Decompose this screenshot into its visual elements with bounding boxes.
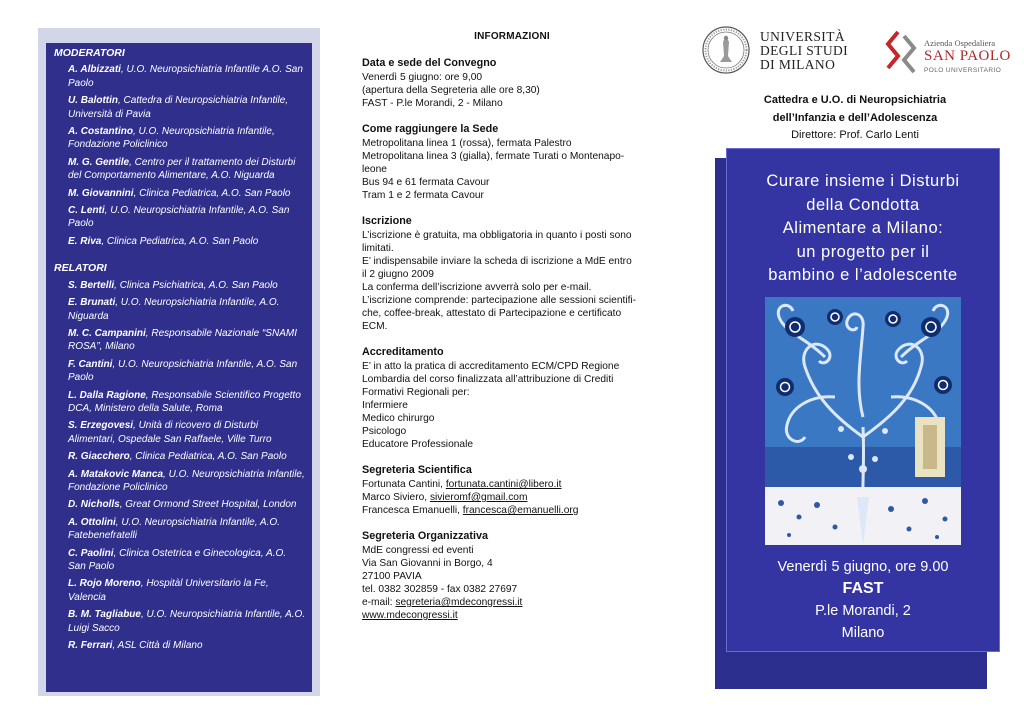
speaker-name: R. Ferrari: [68, 640, 113, 652]
department-line: Cattedra e U.O. di Neuropsichiatria: [763, 94, 947, 106]
email-link[interactable]: francesca@emanuelli.org: [462, 505, 579, 516]
universita-milano-logo: [702, 26, 852, 78]
speakers-panel: [46, 43, 312, 692]
cover-event-details: [727, 556, 999, 644]
raggiungere-line: Bus 94 e 61 fermata Cavour: [362, 177, 490, 188]
universita-line: DI MILANO: [760, 57, 836, 72]
cover-title-line: Curare insieme i Disturbi: [766, 172, 960, 190]
san-paolo-small: Azienda Ospedaliera: [924, 38, 996, 48]
speaker-name: L. Rojo Moreno: [68, 578, 141, 590]
contact-row: [362, 491, 662, 504]
speaker-name: B. M. Tagliabue: [68, 609, 141, 621]
department-line: dell’Infanzia e dell’Adolescenza: [772, 111, 938, 124]
speaker-affiliation: , Cattedra di Neuropsichiatria Infantile, Università di Pavia: [68, 95, 289, 120]
speaker-entry: [54, 498, 306, 511]
org-line: Via San Giovanni in Borgo, 4: [362, 558, 493, 569]
cover-title-line: Alimentare a Milano:: [782, 219, 944, 237]
san-paolo-logo: [884, 30, 1014, 80]
universita-line: UNIVERSITÀ: [760, 29, 845, 44]
cover-card: [726, 148, 1000, 652]
speaker-entry: [54, 577, 306, 604]
moderatori-list: [54, 63, 306, 248]
raggiungere-title: Come raggiungere la Sede: [362, 123, 499, 135]
moderatori-title: MODERATORI: [54, 47, 125, 59]
san-paolo-name: SAN PAOLO: [924, 48, 1011, 64]
speaker-entry: [54, 358, 306, 385]
speaker-name: A. Ottolini: [68, 516, 116, 528]
speaker-name: M. Giovannini: [68, 187, 134, 199]
speaker-name: C. Lenti: [68, 205, 105, 217]
block-data-sede: [362, 57, 662, 110]
cover-subtitle-line: bambino e l’adolescente: [768, 266, 958, 284]
speaker-affiliation: , U.O. Neuropsichiatria Infantile, A.O. San Paolo: [68, 358, 298, 384]
speaker-entry: [54, 608, 306, 635]
speaker-affiliation: , Hospitàl Universitario la Fe, Valencia: [68, 578, 269, 603]
speaker-name: S. Bertelli: [68, 279, 115, 291]
raggiungere-line: Metropolitana linea 1 (rossa), fermata Palestro: [362, 138, 572, 149]
speaker-name: M. G. Gentile: [68, 156, 130, 168]
speaker-affiliation: , Clinica Pediatrica, A.O. San Paolo: [101, 235, 259, 247]
speaker-name: A. Costantino: [68, 126, 133, 138]
speaker-entry: [54, 547, 306, 574]
speaker-name: C. Paolini: [68, 547, 114, 559]
iscrizione-line: La conferma dell’iscrizione avverrà solo per e-mail.: [362, 282, 592, 293]
speaker-entry: [54, 125, 306, 152]
universita-name: [760, 30, 848, 72]
speaker-name: M. C. Campanini: [68, 327, 146, 339]
segreteria-scientifica-title: Segreteria Scientifica: [362, 464, 472, 476]
event-city: Milano: [841, 625, 885, 641]
iscrizione-line: il 2 giugno 2009: [362, 269, 434, 280]
raggiungere-line: Metropolitana linea 3 (gialla), fermate Turati o Montenapo-: [362, 151, 625, 162]
accreditamento-line: Lombardia del corso finalizzata all’attribuzione di Crediti: [362, 374, 614, 385]
speaker-affiliation: , U.O. Neuropsichiatria Infantile, Fondazione Policlinico: [68, 468, 305, 493]
contact-name: Francesca Emanuelli,: [362, 505, 463, 516]
speaker-name: S. Erzegovesi: [68, 420, 134, 432]
accreditamento-line: Educatore Professionale: [362, 439, 473, 450]
speaker-name: E. Riva: [68, 235, 102, 247]
san-paolo-sub: POLO UNIVERSITARIO: [924, 67, 1002, 74]
cover-subtitle-line: un progetto per il: [796, 242, 930, 261]
data-sede-title: Data e sede del Convegno: [362, 57, 497, 69]
speaker-affiliation: , Clinica Psichiatrica, A.O. San Paolo: [114, 279, 278, 291]
speaker-entry: [54, 156, 306, 183]
iscrizione-title: Iscrizione: [362, 215, 412, 227]
raggiungere-line: Tram 1 e 2 fermata Cavour: [362, 190, 484, 201]
cover-title-line: della Condotta: [806, 195, 920, 214]
speaker-affiliation: , Centro per il trattamento dei Disturbi del Comportamento Alimentare, A.O. Niguarda: [68, 156, 296, 182]
data-sede-line: Venerdì 5 giugno: ore 9,00: [362, 72, 483, 83]
accreditamento-line: Formativi Regionali per:: [362, 387, 470, 398]
speaker-affiliation: , U.O. Neuropsichiatria Infantile, A.O. San Paolo: [68, 205, 290, 230]
speaker-affiliation: , ASL Città di Milano: [112, 640, 203, 652]
info-column: [362, 30, 662, 635]
department-heading: [735, 92, 975, 145]
org-line: 27100 PAVIA: [362, 571, 422, 582]
speaker-entry: [54, 279, 306, 292]
iscrizione-line: che, coffee-break, attestato di Partecipazione e certificato: [362, 308, 622, 319]
speaker-affiliation: , U.O. Neuropsichiatria Infantile, A.O. Niguarda: [68, 297, 280, 322]
speaker-name: L. Dalla Ragione: [68, 389, 146, 401]
speaker-name: A. Matakovic Manca: [68, 468, 164, 480]
speaker-affiliation: , Great Ormond Street Hospital, London: [119, 499, 297, 511]
relatori-title: RELATORI: [54, 262, 107, 275]
speaker-entry: [54, 327, 306, 354]
block-iscrizione: [362, 215, 662, 333]
relatori-list: [54, 279, 306, 653]
speaker-affiliation: , Responsabile Scientifico Progetto DCA, Ministero della Salute, Roma: [68, 389, 301, 414]
director-line: Direttore: Prof. Carlo Lenti: [791, 129, 919, 141]
speaker-entry: [54, 389, 306, 416]
speaker-name: R. Giacchero: [68, 451, 130, 463]
accreditamento-line: Psicologo: [362, 426, 407, 437]
website-link[interactable]: www.mdecongressi.it: [362, 610, 458, 621]
raggiungere-line: leone: [362, 164, 387, 175]
san-paolo-mark-icon: [884, 30, 918, 74]
speaker-entry: [54, 450, 306, 463]
email-label: e-mail:: [362, 597, 396, 608]
speaker-entry: [54, 296, 306, 323]
speaker-affiliation: , U.O. Neuropsichiatria Infantile A.O. San Paolo: [68, 64, 303, 89]
speaker-entry: [54, 187, 306, 200]
university-seal-icon: [702, 26, 750, 74]
email-link[interactable]: segreteria@mdecongressi.it: [395, 597, 523, 608]
block-raggiungere: [362, 123, 662, 202]
email-link[interactable]: fortunata.cantini@libero.it: [445, 479, 562, 490]
cover-title: [727, 170, 999, 288]
speaker-affiliation: , U.O. Neuropsichiatria Infantile, Fondazione Policlinico: [68, 126, 275, 151]
speaker-affiliation: , U.O. Neuropsichiatria Infantile, A.O. Fatebenefratelli: [68, 516, 280, 542]
event-address: P.le Morandi, 2: [815, 603, 911, 619]
speaker-name: D. Nicholls: [68, 499, 120, 511]
accreditamento-title: Accreditamento: [362, 346, 444, 358]
speaker-affiliation: , Responsabile Nazionale “SNAMI ROSA”, Milano: [68, 327, 297, 353]
speaker-affiliation: , U.O. Neuropsichiatria Infantile, A.O. Luigi Sacco: [68, 609, 306, 634]
speaker-entry: [54, 639, 306, 652]
event-date: Venerdì 5 giugno, ore 9.00: [777, 559, 949, 575]
org-email-row: [362, 596, 662, 609]
universita-line: DEGLI STUDI: [760, 43, 849, 58]
block-segreteria-scientifica: [362, 464, 662, 517]
speaker-entry: [54, 516, 306, 543]
speaker-affiliation: , Clinica Pediatrica, A.O. San Paolo: [129, 451, 287, 463]
tree-of-life-artwork: [765, 297, 961, 545]
speaker-name: F. Cantini: [68, 358, 113, 370]
speaker-entry: [54, 235, 306, 248]
contact-name: Marco Siviero,: [362, 492, 430, 503]
speaker-affiliation: , Unità di ricovero di Disturbi Alimentari, Ospedale San Raffaele, Ville Turro: [68, 420, 272, 445]
block-accreditamento: [362, 346, 662, 451]
segreteria-organizzativa-title: Segreteria Organizzativa: [362, 530, 489, 542]
iscrizione-line: L’iscrizione è gratuita, ma obbligatoria in quanto i posti sono: [362, 230, 632, 241]
speaker-name: E. Brunati: [68, 297, 116, 309]
iscrizione-line: limitati.: [362, 243, 394, 254]
speaker-name: U. Balottin: [68, 95, 118, 107]
contact-row: [362, 478, 662, 491]
data-sede-line: FAST - P.le Morandi, 2 - Milano: [362, 98, 503, 109]
speaker-affiliation: , Clinica Pediatrica, A.O. San Paolo: [133, 187, 291, 199]
org-line: MdE congressi ed eventi: [362, 545, 474, 556]
speaker-entry: [54, 63, 306, 90]
iscrizione-line: L’iscrizione comprende: partecipazione alle sessioni scientifi-: [362, 295, 637, 306]
speaker-entry: [54, 419, 306, 446]
info-title: INFORMAZIONI: [474, 31, 550, 42]
iscrizione-line: ECM.: [362, 321, 388, 332]
speaker-entry: [54, 94, 306, 121]
accreditamento-line: Medico chirurgo: [362, 413, 435, 424]
accreditamento-line: Infermiere: [362, 400, 408, 411]
org-line: tel. 0382 302859 - fax 0382 27697: [362, 584, 518, 595]
block-segreteria-organizzativa: [362, 530, 662, 622]
speaker-name: A. Albizzati: [68, 64, 121, 76]
speaker-entry: [54, 204, 306, 231]
iscrizione-line: E’ indispensabile inviare la scheda di iscrizione a MdE entro: [362, 256, 632, 267]
event-venue: FAST: [842, 580, 884, 597]
data-sede-line: (apertura della Segreteria alle ore 8,30): [362, 85, 540, 96]
email-link[interactable]: sivieromf@gmail.com: [429, 492, 528, 503]
accreditamento-line: E’ in atto la pratica di accreditamento ECM/CPD Regione: [362, 361, 620, 372]
speaker-affiliation: , Clinica Ostetrica e Ginecologica, A.O. San Paolo: [68, 547, 287, 572]
contact-name: Fortunata Cantini,: [362, 479, 446, 490]
org-web-row: [362, 609, 662, 622]
speaker-entry: [54, 468, 306, 495]
contact-row: [362, 504, 662, 517]
